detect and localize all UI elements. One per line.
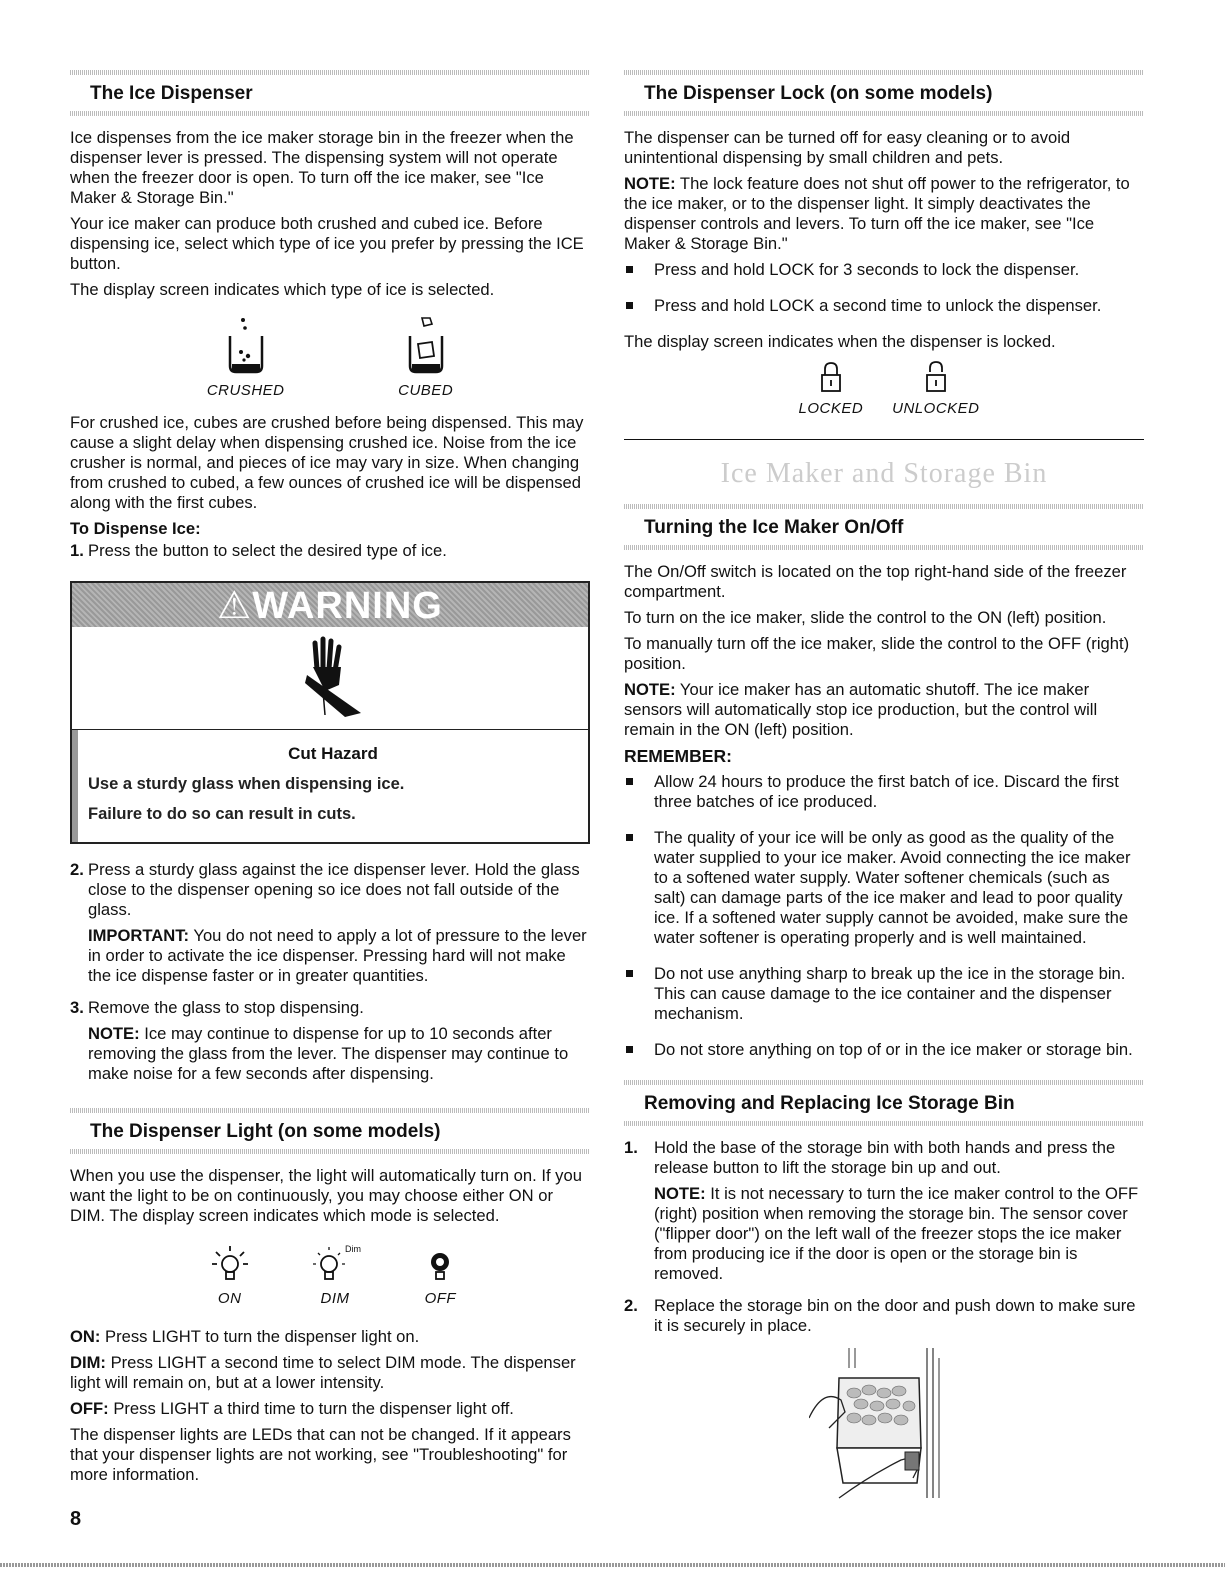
on-description — [70, 1327, 590, 1347]
warning-line: Use a sturdy glass when dispensing ice. — [88, 775, 405, 793]
light-dim-icon — [309, 1244, 349, 1284]
note-label: NOTE: — [88, 1024, 140, 1043]
unlocked-label: UNLOCKED — [892, 400, 980, 417]
note — [654, 1184, 1144, 1284]
dim-label: DIM — [320, 1290, 350, 1307]
note-label: NOTE: — [624, 680, 676, 699]
bullet-item — [624, 296, 1144, 322]
note — [624, 680, 1144, 740]
dim-icon-group — [309, 1244, 361, 1307]
light-off-icon — [420, 1244, 460, 1284]
step-text: Press the button to select the desired type of ice. — [88, 541, 447, 560]
step-text: Replace the storage bin on the door and push down to make sure it is securely in place. — [654, 1296, 1136, 1335]
important-text: You do not need to apply a lot of pressure to the lever in order to activate the ice dispenser. Pressing hard will not make the ice dispense faster or in greater quantities. — [88, 926, 587, 985]
paragraph: The display screen indicates when the dispenser is locked. — [624, 332, 1056, 351]
remember-heading: REMEMBER: — [624, 746, 732, 766]
cut-hazard-title: Cut Hazard — [288, 744, 378, 763]
section-rule — [624, 504, 1144, 509]
lock-state-icons — [624, 360, 1144, 417]
step-number: 1. — [70, 541, 84, 560]
bullet-icon — [626, 834, 633, 841]
note-text: It is not necessary to turn the ice maker control to the OFF (right) position when removing the storage bin. The sensor cover ("flipper door") on the left wall of the freezer stops the ice maker from producing ice if the door is open or the storage bin is removed. — [654, 1184, 1139, 1283]
section-rule — [624, 111, 1144, 116]
left-column — [70, 70, 590, 1491]
unlocked-icon-group — [892, 360, 979, 417]
step-2 — [624, 1296, 1144, 1342]
crushed-label: CRUSHED — [206, 382, 285, 399]
bullet-text: Press and hold LOCK a second time to unlock the dispenser. — [654, 296, 1102, 315]
turning-on-off-heading: Turning the Ice Maker On/Off — [644, 517, 904, 538]
important-note — [88, 926, 590, 986]
section-rule — [70, 1149, 590, 1154]
bullet-text: The quality of your ice will be only as good as the quality of the water supplied to your ice maker. Avoid connecting the ice maker to a softened water supply. Water softener chemicals (such as salt) can damage parts of the ice maker and lead to poor quality ice. If a softened water supply cannot be avoided, make sure the water softener is operating properly and is well maintained. — [654, 828, 1131, 947]
light-mode-icons — [70, 1244, 590, 1307]
off-text: Press LIGHT a third time to turn the dispenser light off. — [108, 1399, 514, 1418]
bullet-item — [624, 772, 1144, 818]
paragraph: For crushed ice, cubes are crushed before being dispensed. This may cause a slight delay when dispensing crushed ice. Noise from the ice crusher is normal, and pieces of ice may vary in size. When changing from crushed to cubed, a few ounces of crushed ice will be dispensed along with the first cubes. — [70, 413, 584, 512]
step-number: 2. — [624, 1296, 638, 1315]
step-text: Press a sturdy glass against the ice dispenser lever. Hold the glass close to the dispenser opening so ice does not fall outside of the glass. — [88, 860, 580, 919]
storage-bin-illustration — [624, 1348, 1144, 1500]
locked-label: LOCKED — [798, 400, 864, 417]
bullet-text: Do not store anything on top of or in the ice maker or storage bin. — [654, 1040, 1133, 1059]
dim-term: DIM: — [70, 1353, 106, 1372]
section-rule — [70, 70, 590, 75]
bullet-item — [624, 964, 1144, 1030]
page-number: 8 — [70, 1508, 82, 1530]
bullet-item — [624, 828, 1144, 954]
bullet-icon — [626, 970, 633, 977]
locked-icon-group — [798, 360, 863, 417]
hand-cut-icon — [285, 635, 375, 721]
note-text: Your ice maker has an automatic shutoff. The ice maker sensors will automatically stop ice production, but the control will remain in the ON (left) position. — [624, 680, 1098, 739]
step-2 — [70, 860, 590, 992]
cubed-ice-cup-icon — [406, 314, 446, 376]
bullet-icon — [626, 302, 633, 309]
removing-bin-heading: Removing and Replacing Ice Storage Bin — [644, 1093, 1015, 1114]
off-term: OFF: — [70, 1399, 109, 1418]
dim-text: Press LIGHT a second time to select DIM mode. The dispenser light will remain on, but at a lower intensity. — [70, 1353, 576, 1392]
warning-header — [72, 583, 588, 627]
dim-tag: Dim — [344, 1244, 361, 1254]
ice-dispenser-heading: The Ice Dispenser — [90, 83, 253, 104]
bullet-text: Allow 24 hours to produce the first batch of ice. Discard the first three batches of ice produced. — [654, 772, 1119, 811]
off-icon-group — [420, 1244, 460, 1307]
bullet-text: Press and hold LOCK for 3 seconds to lock the dispenser. — [654, 260, 1080, 279]
on-icon-group — [210, 1244, 250, 1307]
right-column — [624, 70, 1144, 1500]
chapter-divider — [624, 439, 1144, 440]
warning-box — [70, 581, 590, 844]
section-rule — [70, 111, 590, 116]
section-rule — [624, 1121, 1144, 1126]
crushed-ice-cup-icon — [226, 314, 266, 376]
note-text: The lock feature does not shut off power to the refrigerator, to the ice maker, or to the dispenser light. It simply deactivates the dispenser controls and levers. To turn off the ice maker, see "Ice Maker & Storage Bin." — [624, 174, 1130, 253]
bullet-icon — [626, 266, 633, 273]
paragraph: Your ice maker can produce both crushed and cubed ice. Before dispensing ice, select which type of ice you prefer by pressing the ICE button. — [70, 214, 584, 273]
ice-type-icons — [70, 314, 590, 399]
step-text: Hold the base of the storage bin with both hands and press the release button to lift the storage bin up and out. — [654, 1138, 1116, 1177]
dispenser-light-heading: The Dispenser Light (on some models) — [90, 1121, 441, 1142]
step-1 — [624, 1138, 1144, 1290]
on-label: ON — [217, 1290, 242, 1307]
cut-hazard-pictogram — [72, 627, 588, 730]
note-text: Ice may continue to dispense for up to 10 seconds after removing the glass from the lever. The dispenser may continue to make noise for a few seconds after dispensing. — [88, 1024, 569, 1083]
page-bottom-rule — [0, 1563, 1225, 1567]
bullet-item — [624, 260, 1144, 286]
bullet-text: Do not use anything sharp to break up the ice in the storage bin. This can cause damage to the ice container and the dispenser mechanism. — [654, 964, 1126, 1023]
note — [88, 1024, 590, 1084]
important-label: IMPORTANT: — [88, 926, 190, 945]
lock-closed-icon — [820, 360, 842, 394]
section-rule — [70, 1108, 590, 1113]
paragraph: The dispenser can be turned off for easy cleaning or to avoid unintentional dispensing by small children and pets. — [624, 128, 1071, 167]
paragraph: To manually turn off the ice maker, slide the control to the OFF (right) position. — [624, 634, 1130, 673]
to-dispense-heading: To Dispense Ice: — [70, 519, 201, 538]
bullet-icon — [626, 1046, 633, 1053]
paragraph: The dispenser lights are LEDs that can not be changed. If it appears that your dispenser lights are not working, see "Troubleshooting" for more information. — [70, 1425, 571, 1484]
note-label: NOTE: — [654, 1184, 706, 1203]
note — [624, 174, 1144, 254]
dim-description — [70, 1353, 590, 1393]
crushed-icon-group — [207, 314, 285, 399]
bullet-icon — [626, 778, 633, 785]
chapter-title: Ice Maker and Storage Bin — [720, 458, 1048, 489]
dispenser-lock-heading: The Dispenser Lock (on some models) — [644, 83, 993, 104]
warning-body — [72, 730, 588, 842]
on-term: ON: — [70, 1327, 101, 1346]
step-3 — [70, 998, 590, 1090]
off-label: OFF — [424, 1290, 457, 1307]
paragraph: The On/Off switch is located on the top right-hand side of the freezer compartment. — [624, 562, 1127, 601]
cubed-icon-group — [398, 314, 453, 399]
section-rule — [624, 1080, 1144, 1085]
step-1 — [70, 541, 590, 567]
paragraph: To turn on the ice maker, slide the control to the ON (left) position. — [624, 608, 1107, 627]
cubed-label: CUBED — [398, 382, 454, 399]
step-text: Remove the glass to stop dispensing. — [88, 998, 364, 1017]
bullet-item — [624, 1040, 1144, 1066]
step-number: 2. — [70, 860, 84, 879]
note-label: NOTE: — [624, 174, 676, 193]
light-on-icon — [210, 1244, 250, 1284]
ice-bin-hands-illustration — [809, 1348, 959, 1500]
step-number: 3. — [70, 998, 84, 1017]
warning-line: Failure to do so can result in cuts. — [88, 805, 356, 823]
paragraph: The display screen indicates which type of ice is selected. — [70, 280, 495, 299]
lock-open-icon — [925, 360, 947, 394]
warning-title: ⚠WARNING — [217, 584, 443, 627]
on-text: Press LIGHT to turn the dispenser light on. — [100, 1327, 420, 1346]
paragraph: Ice dispenses from the ice maker storage bin in the freezer when the dispenser lever is pressed. The dispensing system will not operate when the freezer door is open. To turn off the ice maker, see "Ice Maker & Storage Bin." — [70, 128, 574, 207]
paragraph: When you use the dispenser, the light will automatically turn on. If you want the light to be on continuously, you may choose either ON or DIM. The display screen indicates which mode is selected. — [70, 1166, 582, 1225]
section-rule — [624, 70, 1144, 75]
step-number: 1. — [624, 1138, 638, 1157]
off-description — [70, 1399, 590, 1419]
section-rule — [624, 545, 1144, 550]
